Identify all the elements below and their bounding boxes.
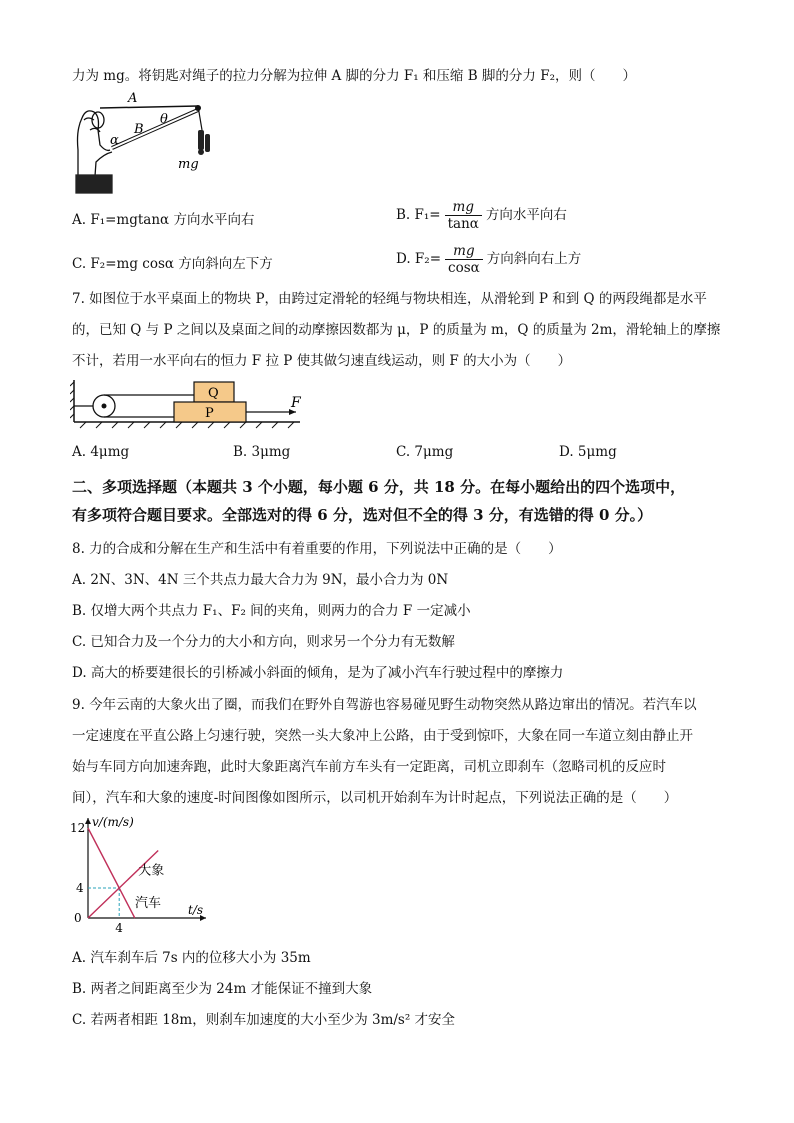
y-axis-label: v/(m/s) [92, 815, 134, 829]
label-alpha: α [110, 133, 119, 148]
section-2-heading-line2: 有多项符合题目要求。全部选对的得 6 分，选对但不全的得 3 分，有选错的得 0 分。） [72, 506, 653, 524]
q7-option-a: A. 4μmg [72, 444, 130, 460]
frac-den: tanα [447, 216, 479, 232]
q9-stem-line1: 9. 今年云南的大象火出了圈，而我们在野外自驾游也容易碰见野生动物突然从路边窜出的情况。若汽车以 [72, 697, 697, 713]
q6-option-c: C. F₂=mg cosα 方向斜向左下方 [72, 256, 273, 272]
q9-stem-line3: 始与车同方向加速奔跑，此时大象距离汽车前方车头有一定距离，司机立即刹车（忽略司机的反应时 [72, 759, 666, 775]
q6-option-d-prefix: D. F₂= [396, 251, 442, 267]
q9-option-b: B. 两者之间距离至少为 24m 才能保证不撞到大象 [72, 981, 373, 997]
q6-option-b-prefix: B. F₁= [396, 207, 441, 223]
q7-option-c: C. 7μmg [396, 444, 454, 460]
frac-num: mg [445, 243, 483, 260]
label-mg: mg [178, 157, 199, 172]
q7-option-d: D. 5μmg [559, 444, 617, 460]
q8-option-d: D. 高大的桥要建很长的引桥减小斜面的倾角，是为了减小汽车行驶过程中的摩擦力 [72, 665, 564, 681]
frac-num: mg [445, 199, 482, 216]
q6-figure [70, 90, 220, 195]
x-axis-label: t/s [188, 903, 204, 917]
keys-icon [198, 130, 210, 155]
hand-illustration [76, 111, 112, 193]
q8-option-a: A. 2N、3N、4N 三个共点力最大合力为 9N，最小合力为 0N [72, 572, 449, 588]
q8-option-b: B. 仅增大两个共点力 F₁、F₂ 间的夹角，则两力的合力 F 一定减小 [72, 603, 471, 619]
section-2-heading-line1: 二、多项选择题（本题共 3 个小题，每小题 6 分，共 18 分。在每小题给出的四个选项中， [72, 478, 686, 496]
q9-option-a: A. 汽车刹车后 7s 内的位移大小为 35m [72, 950, 311, 966]
q7-stem-line3: 不计，若用一水平向右的恒力 F 拉 P 使其做匀速直线运动，则 F 的大小为（ ） [72, 353, 572, 369]
q8-stem: 8. 力的合成和分解在生产和生活中有着重要的作用，下列说法中正确的是（ ） [72, 541, 562, 557]
frac-den: cosα [448, 260, 480, 276]
q7-stem-line1: 7. 如图位于水平桌面上的物块 P，由跨过定滑轮的轻绳与物块相连，从滑轮到 P 和到 Q 的两段绳都是水平 [72, 291, 707, 307]
q6-option-d [396, 243, 581, 276]
x-tick-label-0: 0 [74, 911, 82, 925]
q9-stem-line4: 间），汽车和大象的速度-时间图像如图所示，以司机开始刹车为计时起点，下列说法正确的是（ ） [72, 790, 678, 806]
y-axis-arrow [85, 818, 91, 824]
q7-stem-line2: 的，已知 Q 与 P 之间以及桌面之间的动摩擦因数都为 μ，P 的质量为 m，Q 的质量为 2m，滑轮轴上的摩擦 [72, 322, 721, 338]
series-line-1 [88, 828, 135, 918]
q6-option-b-suffix: 方向水平向右 [485, 207, 567, 223]
series-label-1: 汽车 [135, 896, 162, 911]
label-A: A [128, 91, 138, 106]
q7-option-b: B. 3μmg [233, 444, 291, 460]
q9-stem-line2: 一定速度在平直公路上匀速行驶，突然一头大象冲上公路，由于受到惊吓，大象在同一车道立刻由静止开 [72, 728, 693, 744]
q7-figure [70, 376, 310, 432]
x-tick-label-4: 4 [115, 921, 123, 934]
q6-stem: 力为 mg。将钥匙对绳子的拉力分解为拉伸 A 脚的分力 F₁ 和压缩 B 脚的分力 F₂，则（ ） [72, 68, 636, 84]
q8-option-c: C. 已知合力及一个分力的大小和方向，则求另一个分力有无数解 [72, 634, 455, 650]
label-theta: θ [160, 112, 168, 127]
y-tick-label-4: 4 [76, 881, 84, 895]
rope-A [100, 106, 198, 108]
q9-vt-chart [66, 812, 216, 934]
q6-option-b [396, 199, 567, 232]
q6-option-d-suffix: 方向斜向右上方 [486, 251, 582, 267]
label-F: F [291, 395, 301, 411]
q6-option-d-fraction [445, 243, 483, 276]
q6-option-a: A. F₁=mgtanα 方向水平向右 [72, 212, 255, 228]
q9-option-c: C. 若两者相距 18m，则刹车加速度的大小至少为 3m/s² 才安全 [72, 1012, 456, 1028]
label-Q: Q [208, 386, 219, 401]
label-B: B [134, 122, 144, 137]
table-hatch [80, 422, 294, 428]
y-tick-label-12: 12 [70, 821, 86, 835]
label-P: P [205, 406, 214, 421]
q6-option-b-fraction [445, 199, 482, 232]
series-label-0: 大象 [138, 863, 165, 879]
